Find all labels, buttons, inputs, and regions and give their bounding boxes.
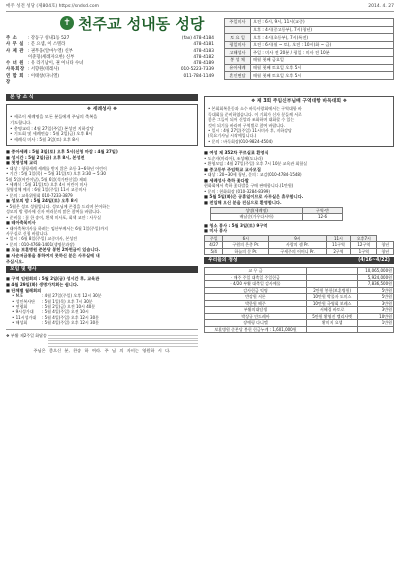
mass-cell: 11구역 [326,242,350,249]
finance-label: 부활의대담생 [205,307,307,314]
right-notice-item: 현화회에서 축하 꽃다발을 구매 판매합니다.(1만원) [204,183,294,189]
finance-detail: 2만원 봉헌(보훈병원) [306,287,357,294]
baduk-title: ❖ 제 3회 주임신부님배 구역대항 바둑대회 ❖ [250,99,348,104]
sacrament-line: • 기도회 및 세례연습 : 5월 2일(금) 오후 8시 [10,131,93,137]
notice-item: • 태아축복미사를 하려는 임산부께서는 6월 1일(주일)까지 [6,225,108,231]
right-column [204,94,394,335]
mass-header: 9시 [269,235,327,242]
schedule-row [225,64,394,72]
finance-amount [358,326,394,333]
meeting-name: • 성인복사단 [12,298,35,304]
meeting-name: • 11시성가대 [12,314,37,320]
sacrament-line: 기도합니다. [10,120,32,126]
meeting-name: • M.E [12,293,23,299]
notice-section-bar: 본 당 소 식 [6,94,198,101]
right-notice-item: • 대상 : 20~30세 청년, 문의 : 교감(010-4784-1548) [204,172,302,178]
right-notice-item: • 문의 : 현화회장 (010-3284-8399) [204,188,270,194]
cross-logo-icon: ✝ [60,16,74,30]
mass-cell: 2구역 [326,248,350,255]
mass-header: 11시 [326,235,350,242]
finance-detail: 10만원 국영회 보레스 [306,300,357,307]
notice-item: ■ 테아축복미사 [6,220,36,226]
baduk-box [204,96,394,147]
finance-amount: 5만원 [358,287,394,294]
right-notice-item: ■ 여성 제 352차 꾸르실료 환영식 [204,150,269,156]
mass-row [205,248,394,255]
sacrament-line: • 세례식 미사 : 5월 3일(토) 오후 8시 [10,137,79,143]
bulletin-date: 2014. 4. 27 [368,4,394,9]
meeting-time: : 4월 27일(주일) 오후 12시 30분 [42,293,102,299]
notice-list [6,149,198,264]
schedule-value: 매월 첫째 토요일 오후 5시 [251,72,394,80]
mass-header: 오후7시 [351,235,377,242]
schedule-value: 오후 : 4시(초등부), 7시(특전) [251,34,394,42]
address-phone: 478-4183 [193,48,214,54]
staff-lines [48,333,198,347]
notice-item: 성모의 밤 행사에 신자 여러분의 많은 참여를 바랍니다. [6,209,102,215]
address-label: 연 합 회 장 [6,73,24,86]
mass-cell: 청년 [377,248,394,255]
mass-cell: 1구역 [351,248,377,255]
notice-item: 5월 5일(어린이날), 5월 6일(석가탄신일) 제외 [6,176,87,182]
notice-item: 주십시오. [6,258,24,264]
baduk-line: • 본회회복운동과 소수 바둑사랑회에서는 구역대항 바 [208,106,302,112]
schedule-row [225,72,394,80]
newcomer-table [210,207,343,221]
finance-amount: 1만원 [358,320,394,327]
schedule-value: 오전 : 6시, 9시, 11시(교중) [251,19,394,27]
right-notice-item: ■ 전입해 오신 분을 진심으로 환영합니다. [204,199,282,205]
finance-row [205,326,394,333]
finance-label: 보훈병원 준본당 봉헌 헌금누계 : 1,601,000원 [205,326,307,333]
parish-address-block [6,36,214,86]
address-label: 사 무 실 [6,42,24,48]
finance-amount: 10,065,000원 [358,268,394,275]
schedule-label [225,26,251,34]
address-phone: 011-784-1149 [183,73,214,79]
address-value: : 유 라기남이, 권 여니타 수녀 [28,61,84,67]
mass-cell: 하늘의 문 Pr. [223,248,269,255]
address-phone: 478-4182 [193,54,214,60]
mass-service-table [204,235,394,256]
finance-detail [306,326,357,333]
finance-amount: 5,924,000원 [358,274,394,281]
address-row [6,73,214,86]
finance-amount: 3만원 [358,300,394,307]
finance-label: 박한원 해주 [205,300,307,307]
finance-label: 장예평 다니엘 [205,320,307,327]
mass-cell: 5/4 [205,248,223,255]
mass-cell: 구원의 은총 Pr. [223,242,269,249]
group-item: ■ 단체별 월례회의 [6,287,42,293]
right-notice-item: ■ 5월 5일(화)은 공휴일이므로 사무실은 휴무합니다. [204,194,304,200]
sacrament-lines [10,114,194,142]
meeting-time: : 5월 1일(목) 오후 7시 30분 [42,298,93,304]
notice-item: 첫영성체 예식 : 6월 1일(주일) 11시 교중미사 [6,187,87,193]
psalm-label: ❖ 부활 제2주일 화답송 [6,332,47,338]
schedule-label: 혼인면담 [225,72,251,80]
finance-label: · 4/20 부활 대축일 감사예물 [205,281,307,288]
mass-cell: 구세주의 어머니 Pr. [269,248,327,255]
schedule-label: 평일미사 [225,41,251,49]
address-value: : 권무웅(알마누엘) 신부 [28,48,73,54]
finance-table [204,267,394,333]
mass-service-title: ■ 미사 봉사 [204,228,228,234]
schedule-row [225,34,394,42]
address-value: : 서향원(테레사) [28,67,60,73]
group-item: ■ 구역 임원회의 : 5월 2일(금) 성시간 후, 교육관 [6,276,100,282]
finance-section-bar [204,257,394,264]
sacrament-box [6,104,198,146]
finance-amount: 5만원 [358,294,394,301]
schedule-row [225,19,394,27]
group-list [6,276,198,293]
schedule-row [225,56,394,64]
meeting-row [12,320,198,325]
address-label: 사목회장 [6,67,25,73]
schedule-label: 토 요 일 [225,34,251,42]
sacrament-title: ❖ 세례성사 ❖ [86,107,118,112]
baduk-line: 것이 되기를 바라며 구역별로 참여 바랍니다. [208,122,286,128]
notice-item: 사무실로 신청 바랍니다. [6,231,49,237]
address-value: 이준형(세례자요한) 신부 [28,54,75,60]
notice-item: • 문의 : 교육위원회 010-7233-3879 [6,192,73,198]
schedule-row [225,49,394,57]
schedule-value: 매월 첫째 금요일 [251,56,394,64]
notice-item: ■ 오늘 보훈병원 준본당 봉헌 2차헌금이 있습니다. [6,247,101,253]
address-phone: (fax) 478-4184 [181,36,214,41]
finance-detail: 서혜경 바토로 [306,307,357,314]
right-notice-list [204,150,394,205]
notice-item: ■ 중아세례 : 5월 3일(토) 오후 5시(신청 마감 : 4월 27일) [6,148,118,154]
notice-item: ■ 사순저금통을 통하여지 못하신 분은 사무실에 내 [6,252,100,258]
mass-cell: 4/27 [205,242,223,249]
notice-item: • 문의 : 010-4768-1401(생명분과장) [6,241,75,247]
finance-detail: 5만원 황영진 엘리사벳 [306,313,357,320]
notice-item: ■ 성모의 밤 : 5월 24일(토) 오후 8시 [6,198,78,204]
finance-amount: 10만원 [358,313,394,320]
right-notice-item: • 도순자(마리아), 조성혜(도나라) [204,155,263,161]
notice-item: • 5월은 성모 성월입니다. 성모님께 존경을 드리며 본어하는 [6,203,110,209]
finance-detail: 10만원 박물자 도미스 [306,294,357,301]
meeting-name: • 연령회 [12,304,28,310]
schedule-label: 주일미사 [225,19,251,27]
schedule-value: 오전 : 6시(월 ~ 토), 오전 : 10시(화 ~ 금) [251,41,394,49]
baduk-line: • 문의 : 바둑회장(010-9824-4504) [208,138,273,144]
notice-item: • 대상 : 청평세례 세례를 받지 않은 초등 3~6학년 어린이 [6,165,107,171]
mass-cell: 12구역 [351,242,377,249]
schedule-row [225,26,394,34]
mass-header: 주일 [205,235,223,242]
finance-label: 교 무 금 [205,268,307,275]
right-notice-item: ■ 세례성사 축하 꽃다발 [204,177,249,183]
baduk-line: (목요기사님 시작예입니다.) [208,133,257,139]
meeting-name: • 9시성가대 [12,309,34,315]
finance-label: 반강원 서론 [205,294,307,301]
meeting-time: : 5월 2일(금) 오전 10시 40분 [42,304,96,310]
baduk-lines [208,106,390,144]
left-column [6,94,198,353]
parish-title: 천주교 성내동 성당 [78,15,205,33]
baduk-line: 둑대회를 준비하였습니다. 이 기회가 신자 분들께 서로 [208,111,302,117]
notice-item: • 기간 : 5월 1일(목) ~ 5월 31일(토) 오후 3:30 ~ 5:30 [6,171,106,177]
meeting-list [6,293,198,325]
right-notice-item: • 환영모임 : 4월 27일(주일) 오후 7시 10분 교육관 회합실 [204,161,308,167]
mass-header: 6시 [223,235,269,242]
finance-label: · 매주 주일 대축일 주일헌금 [205,274,307,281]
address-phone: 478-4189 [193,61,214,67]
newcomer-cell: 배남순(가우다시아) [211,214,303,221]
newcomer-header: 성명(세례명) [211,207,303,214]
notice-item: • 준비물 : 꽃 한 송이, 흰색 미사포, 회색 교안 : 사무실 [6,214,101,220]
music-staff [6,333,198,347]
mass-schedule-table [224,18,394,80]
mass-cell: 청년 [377,242,394,249]
baduk-line: • 일시 : 4월 27일(주일) 11시미사 후, 지하강당 [208,128,292,134]
bulletin-issue: 매주 성전 성당 (제804호) https://sndsd.com [6,4,100,9]
newcomer-cell: 12-6 [303,214,343,221]
address-label: 사 제 관 [6,48,24,54]
newcomer-row [211,214,343,221]
mass-cell: 사랑의 샘 Pr. [269,242,327,249]
address-phone: 478-4181 [193,42,214,48]
schedule-label: 고해성사 [225,49,251,57]
sacrament-line: • 세로이 세례명을 모든 분들에게 주님의 축복을 [10,114,98,120]
address-value: : 이태창(다니엘) [28,73,60,79]
group-item: ■ 4월 29일(화) 생명가치회는 쉽니다. [6,281,79,287]
notice-item: ■ 성시간 : 5월 2일(금) 오후 8시, 본성전 [6,154,85,160]
baduk-line: 좋은 그들이 되어 신앙과 조화하며 대화할 수 있는 [208,117,295,123]
finance-detail: 황미지 요셉 [306,320,357,327]
cleaning-line: ■ 청소 봉사 : 5월 3일(토) 9구역 [204,222,268,228]
meeting-name: • 해성회 [12,320,28,326]
address-phone: 010-5223-7339 [180,67,214,73]
schedule-label: 봉 성 체 [225,56,251,64]
schedule-row [225,41,394,49]
notice-item: • 일시 : 6월 8일(주일) 교중미사, 본성전 [6,236,78,242]
right-notice-item: ■ 중고등부 주임학교 교사모집 [204,166,261,172]
meeting-time: : 5월 4일(주일) 오후 12시 30분 [42,314,100,320]
address-value: : 강동구 성내1동 527 [28,36,70,41]
psalm-lyrics: 주님은 좋으신 분, 찬송 하 여라. 주 님 의 자비는 영원하 시 다. [33,347,171,353]
finance-label: 감사헌금 익명 [205,287,307,294]
notice-item: ■ 첫영성체 교리 [6,160,38,166]
schedule-label: 유아세례 [225,64,251,72]
finance-amount: 7,836,500원 [358,281,394,288]
address-value: : 문 요셉, 이 스텔라 [28,42,66,48]
page-topline [6,4,394,12]
schedule-value: 매월 첫째 토요일 오후 5시 [251,64,394,72]
meeting-time: : 5월 4일(주일) 오전 10시 [42,309,89,315]
finance-amount: 3만원 [358,307,394,314]
finance-date: (4/16~4/22) [358,258,390,264]
parish-header [6,14,214,88]
sacrament-line: • 총명교리 : 4월 27일(주일) 본성전 지하강당 [10,125,94,131]
schedule-value: 주일 : 미사 전 20분 / 평일 : 미사 전 10분 [251,49,394,57]
finance-title: 우리들의 정성 [208,258,238,264]
schedule-value: 오후 : 4시(중고등부), 7시(청년) [251,26,394,34]
address-label: 주 소 [6,36,18,41]
group-section-bar: 모임 및 행사 [6,266,198,273]
newcomer-header: 구역-반 [303,207,343,214]
finance-label: 박상규 안드레아 [205,313,307,320]
meeting-time: : 5월 4일(주일) 오후 12시 30분 [42,320,100,326]
address-label: 수 녀 원 [6,61,24,67]
psalm-section [6,329,198,354]
notice-item: • 세례식 : 5월 31일(토) 오후 4시 어린이 미사 [6,182,88,188]
mass-row [205,242,394,249]
